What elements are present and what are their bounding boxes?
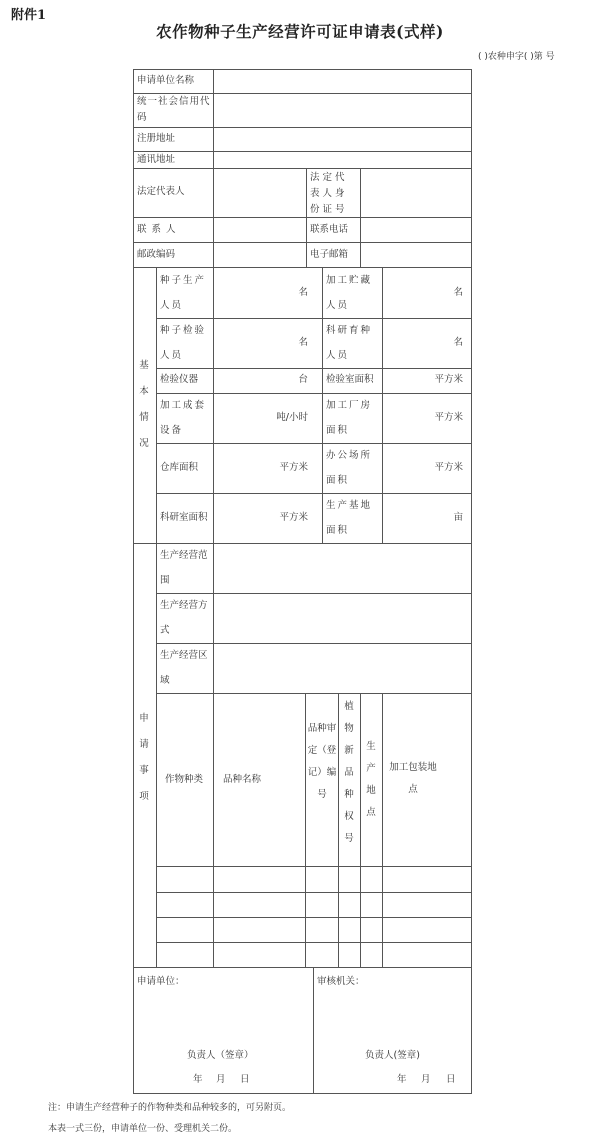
col-divider xyxy=(382,267,383,543)
row-divider xyxy=(156,443,472,444)
label-testing-instruments: 检验仪器 xyxy=(160,374,199,385)
label-lab-area: 检验室面积 xyxy=(326,374,374,385)
applicant-date-month: 月 xyxy=(216,1074,226,1085)
row-divider xyxy=(156,892,472,893)
label-contact: 联 系 人 xyxy=(137,224,177,235)
mailing-address-field[interactable] xyxy=(214,152,471,168)
label-business-scope: 生产经营范围 xyxy=(160,550,208,586)
legal-rep-id-field[interactable] xyxy=(361,169,471,217)
label-processing-staff: 加工贮藏人员 xyxy=(326,275,373,311)
label-plant-area: 加工厂房面积 xyxy=(326,400,373,436)
email-field[interactable] xyxy=(361,243,471,267)
col-divider xyxy=(213,267,214,543)
unit-breeding-staff: 名 xyxy=(453,337,463,348)
label-business-region: 生产经营区域 xyxy=(160,650,208,686)
section-label-divider xyxy=(156,267,157,967)
col-divider xyxy=(360,693,361,967)
col-header-processing-site: 加工包装地点 xyxy=(389,762,437,795)
note-copies: 本表一式三份，申请单位一份、受理机关二份。 xyxy=(48,1124,238,1134)
label-base-area: 生产基地面积 xyxy=(326,500,373,536)
unit-base-area: 亩 xyxy=(453,512,463,523)
section-label-application-items: 申请事项 xyxy=(139,713,149,802)
unit-warehouse-area: 平方米 xyxy=(279,462,308,473)
label-email: 电子邮箱 xyxy=(310,249,349,260)
postcode-field[interactable] xyxy=(214,243,306,267)
label-production-staff: 种子生产人员 xyxy=(160,275,207,311)
label-processing-equipment: 加工成套设备 xyxy=(160,400,207,436)
contact-field[interactable] xyxy=(214,218,306,242)
row-divider xyxy=(156,866,472,867)
credit-code-field[interactable] xyxy=(214,94,471,127)
unit-production-staff: 名 xyxy=(298,287,308,298)
label-applicant-unit: 申请单位： xyxy=(137,976,185,987)
col-divider xyxy=(338,693,339,967)
label-mailing-address: 通讯地址 xyxy=(137,154,176,165)
document-number: ( )农种申字( )第 号 xyxy=(478,52,555,62)
reviewer-date-year: 年 xyxy=(397,1074,407,1085)
section-label-basic-info: 基本情况 xyxy=(139,360,149,449)
signature-divider xyxy=(313,967,314,1093)
business-scope-field[interactable] xyxy=(214,544,471,593)
col-divider xyxy=(322,267,323,543)
label-warehouse-area: 仓库面积 xyxy=(160,462,199,473)
col-divider xyxy=(306,168,307,267)
unit-research-room-area: 平方米 xyxy=(279,512,308,523)
row-divider xyxy=(156,917,472,918)
label-legal-rep: 法定代表人 xyxy=(137,186,185,197)
unit-testing-staff: 名 xyxy=(298,337,308,348)
legal-rep-field[interactable] xyxy=(214,169,306,217)
applicant-date-year: 年 xyxy=(193,1074,203,1085)
applicant-sign-label: 负责人（签章） xyxy=(187,1050,254,1061)
unit-lab-area: 平方米 xyxy=(434,374,463,385)
table-border-bottom xyxy=(133,1093,472,1094)
label-unit-name: 申请单位名称 xyxy=(137,75,195,86)
row-divider xyxy=(156,942,472,943)
applicant-date-day: 日 xyxy=(240,1074,250,1085)
business-mode-field[interactable] xyxy=(214,594,471,643)
label-breeding-staff: 科研育种人员 xyxy=(326,325,373,361)
col-header-production-site: 生产地点 xyxy=(366,741,376,818)
col-header-variety-name: 品种名称 xyxy=(223,774,262,785)
label-registered-address: 注册地址 xyxy=(137,133,176,144)
unit-processing-equipment: 吨/小时 xyxy=(276,412,308,423)
label-testing-staff: 种子检验人员 xyxy=(160,325,207,361)
note-attachment: 注：申请生产经营种子的作物种类和品种较多的，可另附页。 xyxy=(48,1103,292,1113)
col-header-approval-number: 品种审定（登记）编号 xyxy=(307,723,337,800)
table-border-right xyxy=(471,69,472,1094)
unit-processing-staff: 名 xyxy=(453,287,463,298)
col-header-crop-type: 作物种类 xyxy=(165,774,204,785)
reviewer-date-month: 月 xyxy=(421,1074,431,1085)
registered-address-field[interactable] xyxy=(214,128,471,151)
label-phone: 联系电话 xyxy=(310,224,349,235)
section-divider xyxy=(133,967,472,968)
label-credit-code: 统一社会信用代码 xyxy=(137,96,211,123)
business-region-field[interactable] xyxy=(214,644,471,693)
reviewer-date-day: 日 xyxy=(446,1074,456,1085)
attachment-label: 附件1 xyxy=(11,8,47,23)
table-border-left xyxy=(133,69,134,1094)
row-divider xyxy=(156,493,472,494)
col-divider xyxy=(382,693,383,967)
label-reviewer: 审核机关： xyxy=(317,976,365,987)
label-legal-rep-id: 法定代表人身份证号 xyxy=(310,172,348,215)
form-title: 农作物种子生产经营许可证申请表(式样) xyxy=(156,22,444,41)
label-postcode: 邮政编码 xyxy=(137,249,176,260)
col-header-pvp-number: 植物新品种权号 xyxy=(344,701,354,844)
unit-testing-instruments: 台 xyxy=(298,374,308,385)
label-research-room-area: 科研室面积 xyxy=(160,512,208,523)
phone-field[interactable] xyxy=(361,218,471,242)
label-business-mode: 生产经营方式 xyxy=(160,600,208,636)
unit-name-field[interactable] xyxy=(214,70,471,93)
unit-plant-area: 平方米 xyxy=(434,412,463,423)
row-divider xyxy=(156,693,472,694)
label-office-area: 办公场所面积 xyxy=(326,450,373,486)
reviewer-sign-label: 负责人(签章) xyxy=(365,1050,420,1061)
unit-office-area: 平方米 xyxy=(434,462,463,473)
